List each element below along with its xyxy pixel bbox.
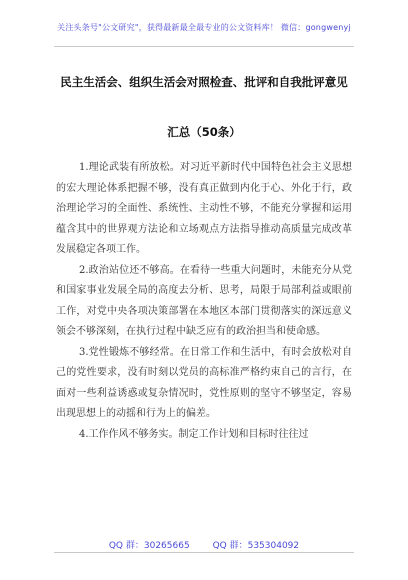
paragraph-2: 2.政治站位还不够高。在看待一些重大问题时，未能充分从党和国家事业发展全局的高度去分析、思考，局限于局部利益或眼前工作，对党中央各项决策部署在本地区本部门贯彻落实的深远意义领会不够深刻，在执行过程中缺乏应有的政治担当和使命感。 bbox=[56, 264, 352, 337]
paragraph-4: 4.工作作风不够务实。制定工作计划和目标时往往过 bbox=[79, 428, 309, 440]
document-title: 民主生活会、组织生活会对照检查、批评和自我批评意见 bbox=[60, 75, 348, 89]
footer-qq-group-2: QQ 群：535304092 bbox=[212, 541, 300, 551]
footer-qq-group-1: QQ 群：30265665 bbox=[108, 541, 190, 551]
footer-divider bbox=[54, 552, 354, 553]
paragraph-1: 1.理论武装有所放松。对习近平新时代中国特色社会主义思想的宏大理论体系把握不够，没有真正做到内化于心、外化于行，政治理论学习的全面性、系统性、主动性不够，不能充分掌握和运用蕴含其中的世界观方法论和立场观点方法指导推动高质量完成改革发展稳定各项工作。 bbox=[56, 162, 352, 255]
header-divider bbox=[54, 46, 354, 47]
paragraph-3: 3.党性锻炼不够经常。在日常工作和生活中，有时会放松对自己的党性要求，没有时刻以党员的高标准严格约束自己的言行，在面对一些利益诱惑或复杂情况时，党性原则的坚守不够坚定，容易出现思想上的动摇和行为上的偏差。 bbox=[56, 346, 352, 419]
page-footer bbox=[0, 538, 408, 551]
page-header: 关注头条号"公文研究"，获得最新最全最专业的公文资料库！ 微信：gongwenyj bbox=[57, 23, 351, 32]
document-body bbox=[56, 158, 352, 445]
document-subtitle: 汇总（50条） bbox=[167, 125, 241, 139]
